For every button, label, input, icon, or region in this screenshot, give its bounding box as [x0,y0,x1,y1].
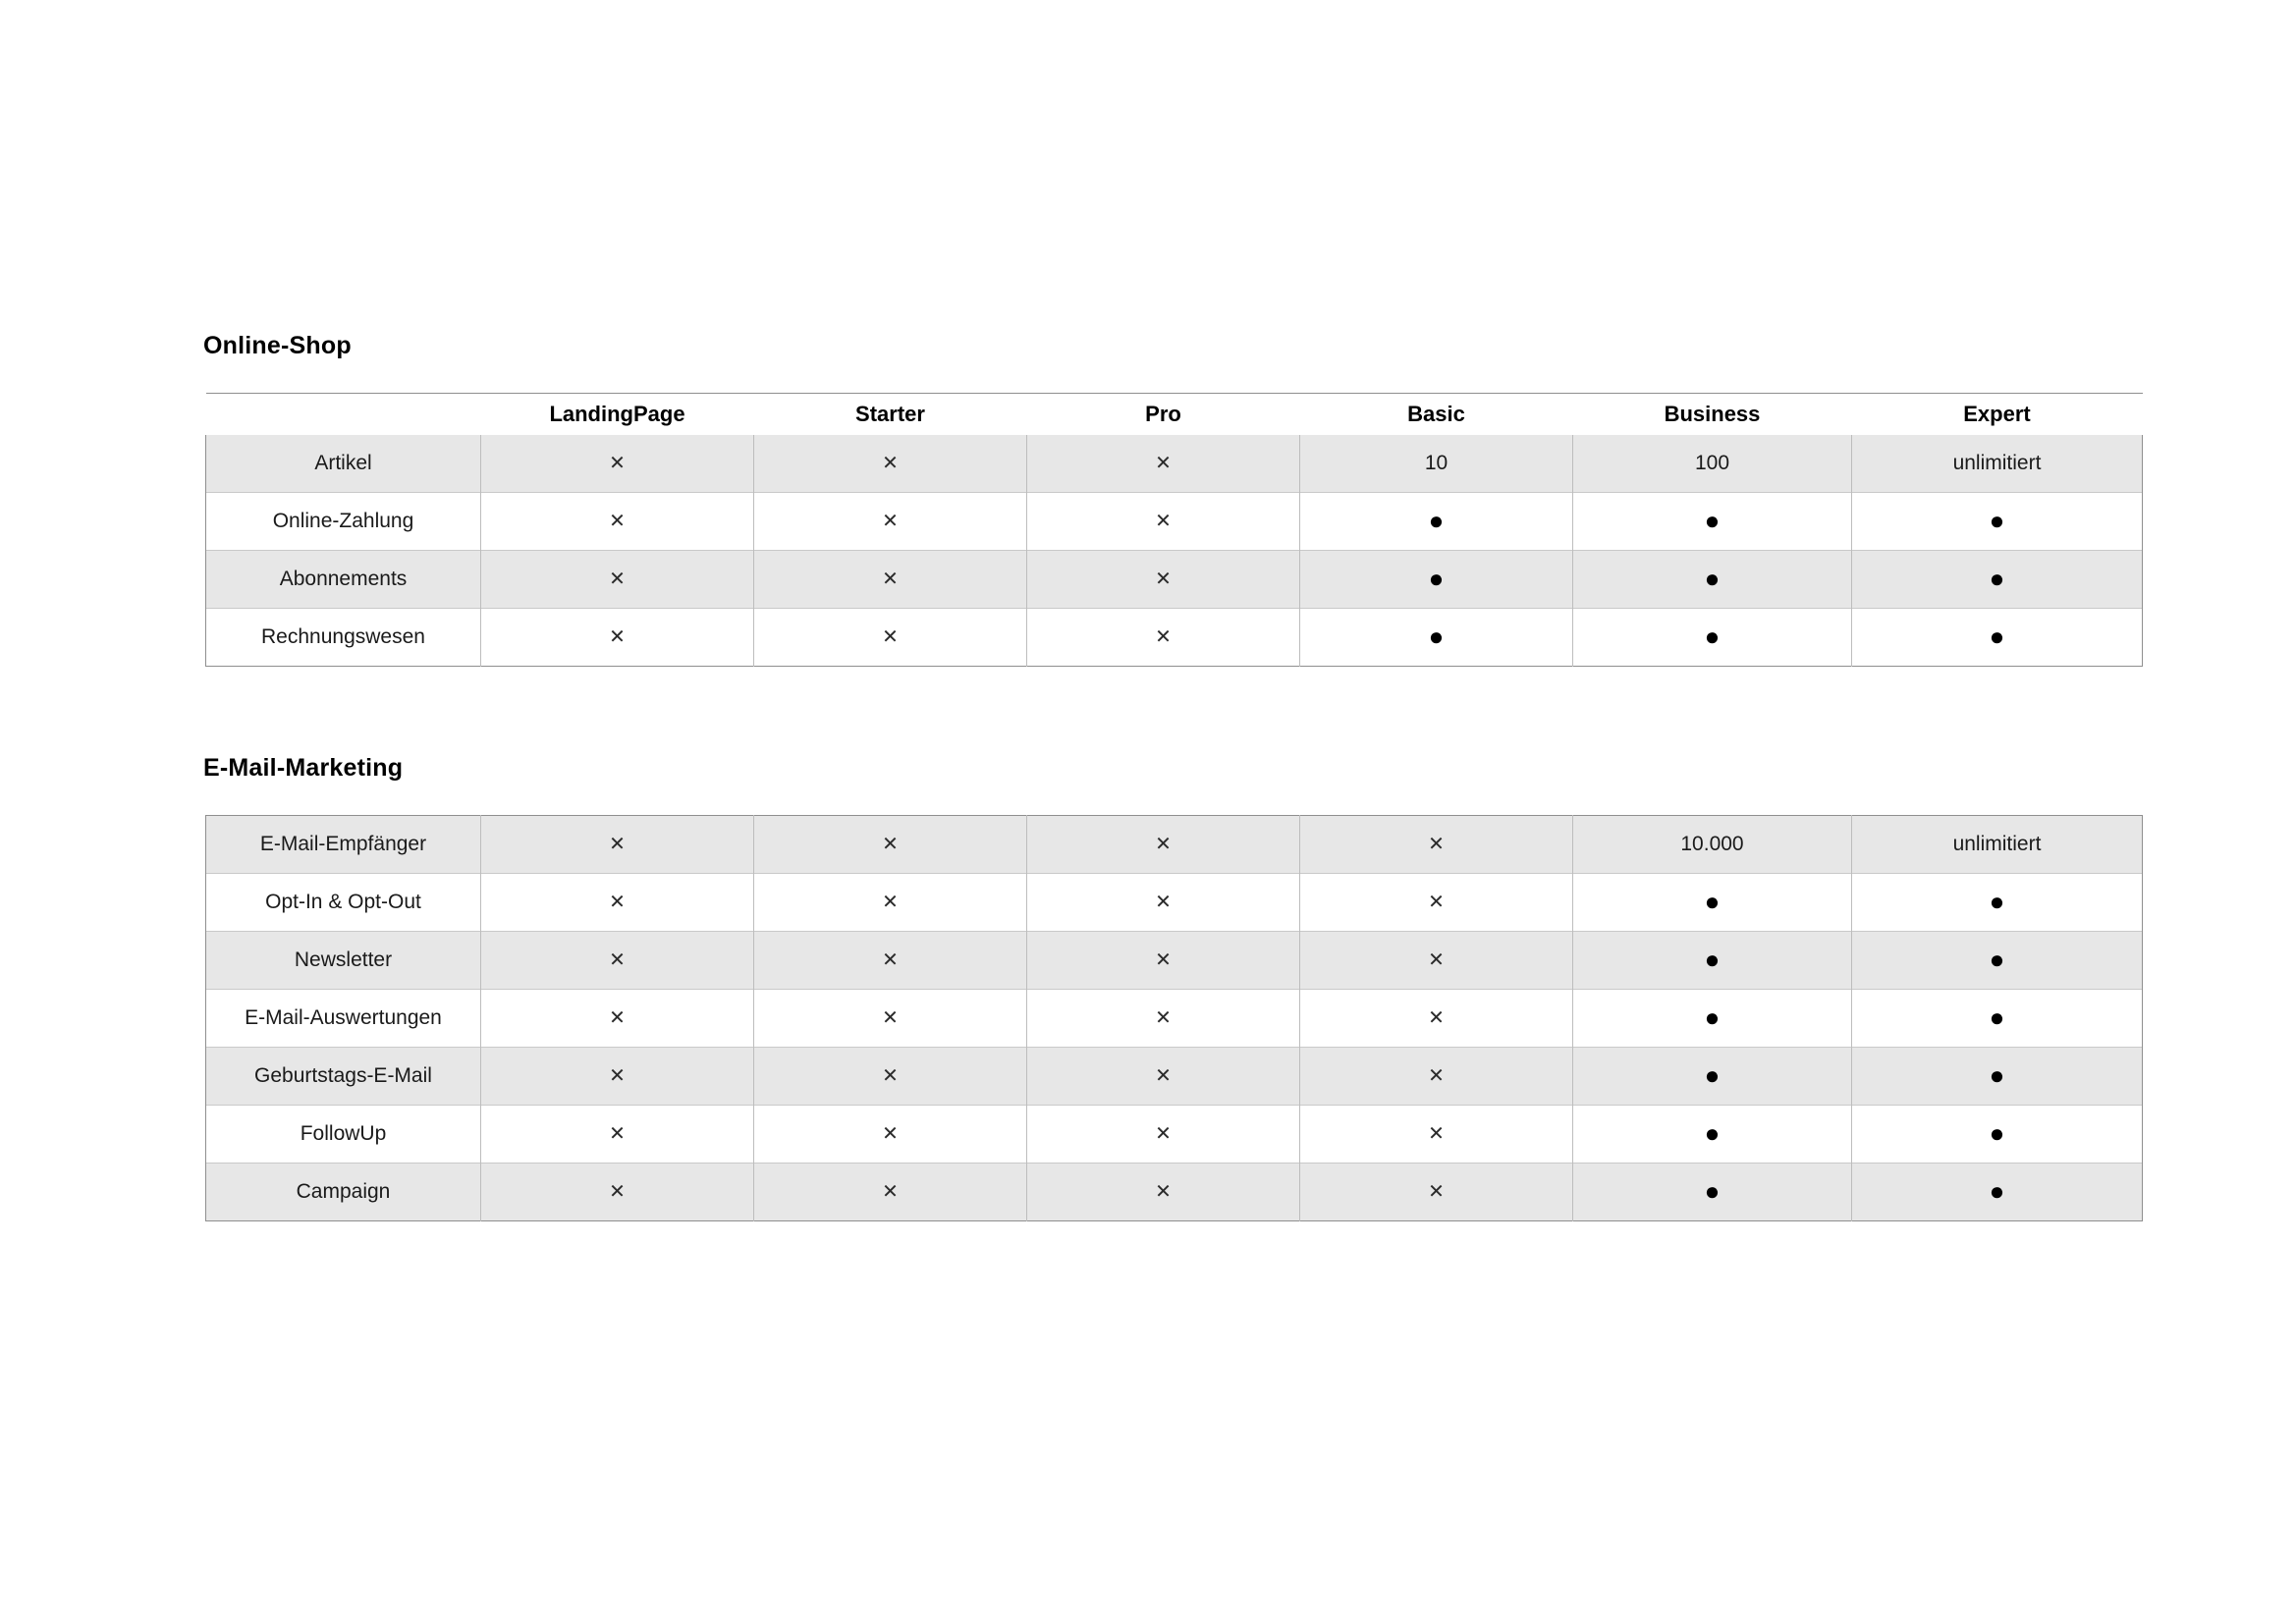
table-row [206,990,2143,1048]
cell-landingpage [481,1164,754,1221]
cross-icon: ✕ [882,626,899,648]
cell-expert [1852,1106,2143,1164]
cross-icon: ✕ [1155,626,1172,648]
row-label: Online-Zahlung [206,493,481,551]
cell-starter [754,816,1027,874]
cell-expert [1852,990,2143,1048]
cross-icon: ✕ [882,1007,899,1029]
cross-icon: ✕ [1428,1181,1445,1203]
row-label: FollowUp [206,1106,481,1164]
cell-basic [1300,816,1573,874]
cell-pro [1027,874,1300,932]
bullet-icon: ● [1704,1002,1721,1032]
col-header-business: Business [1664,402,1761,426]
bullet-icon: ● [1989,1060,2005,1090]
table-row [206,1048,2143,1106]
cross-icon: ✕ [1428,892,1445,913]
cell-starter [754,1048,1027,1106]
table-row [206,435,2143,493]
cell-pro [1027,435,1300,493]
cross-icon: ✕ [1428,1123,1445,1145]
row-label: Abonnements [206,551,481,609]
cross-icon: ✕ [1428,834,1445,855]
bullet-icon: ● [1704,945,1721,974]
cell-business: 10.000 [1573,816,1852,874]
row-label: Artikel [206,435,481,493]
cell-expert [1852,1048,2143,1106]
cell-business [1573,1048,1852,1106]
cell-basic [1300,990,1573,1048]
bullet-icon: ● [1704,622,1721,651]
cell-starter [754,990,1027,1048]
row-label: E-Mail-Empfänger [206,816,481,874]
cross-icon: ✕ [1155,1007,1172,1029]
cell-business: 100 [1573,435,1852,493]
col-header-feature [206,394,481,436]
bullet-icon: ● [1989,1002,2005,1032]
cell-business [1573,932,1852,990]
cell-basic [1300,1048,1573,1106]
cell-starter [754,1164,1027,1221]
cell-starter [754,493,1027,551]
cell-basic [1300,1106,1573,1164]
cross-icon: ✕ [1155,568,1172,590]
cell-pro [1027,816,1300,874]
cross-icon: ✕ [609,1123,626,1145]
cell-basic [1300,1164,1573,1221]
bullet-icon: ● [1704,1060,1721,1090]
cell-business [1573,493,1852,551]
cell-expert: unlimitiert [1852,435,2143,493]
cell-business [1573,609,1852,667]
cell-landingpage [481,1048,754,1106]
cell-landingpage [481,990,754,1048]
cell-basic [1300,493,1573,551]
cross-icon: ✕ [609,949,626,971]
table-body-online-shop [206,435,2143,667]
cross-icon: ✕ [882,1065,899,1087]
cell-pro [1027,609,1300,667]
bullet-icon: ● [1704,506,1721,535]
cross-icon: ✕ [1155,1181,1172,1203]
cross-icon: ✕ [1428,1007,1445,1029]
cross-icon: ✕ [609,1065,626,1087]
cross-icon: ✕ [609,834,626,855]
cross-icon: ✕ [882,453,899,474]
cell-expert [1852,932,2143,990]
cell-expert [1852,1164,2143,1221]
bullet-icon: ● [1989,506,2005,535]
col-header-landingpage: LandingPage [549,402,685,426]
row-label: E-Mail-Auswertungen [206,990,481,1048]
col-header-pro: Pro [1145,402,1181,426]
row-label: Rechnungswesen [206,609,481,667]
cell-starter [754,874,1027,932]
cross-icon: ✕ [1155,949,1172,971]
cross-icon: ✕ [882,568,899,590]
cell-pro [1027,1048,1300,1106]
row-label: Geburtstags-E-Mail [206,1048,481,1106]
cell-pro [1027,551,1300,609]
cell-pro [1027,1164,1300,1221]
cell-business [1573,551,1852,609]
cell-basic [1300,609,1573,667]
cross-icon: ✕ [609,626,626,648]
cross-icon: ✕ [882,1123,899,1145]
cross-icon: ✕ [1155,1065,1172,1087]
cross-icon: ✕ [882,834,899,855]
table-row [206,551,2143,609]
table-row [206,816,2143,874]
bullet-icon: ● [1428,622,1445,651]
cross-icon: ✕ [882,949,899,971]
section-title-online-shop: Online-Shop [203,332,352,359]
cell-landingpage [481,874,754,932]
cell-starter [754,551,1027,609]
cell-landingpage [481,551,754,609]
table-row [206,493,2143,551]
bullet-icon: ● [1989,887,2005,916]
table-email-marketing [205,815,2143,1221]
cross-icon: ✕ [1155,511,1172,532]
cell-business [1573,990,1852,1048]
table-row [206,932,2143,990]
cell-business [1573,1164,1852,1221]
cell-landingpage [481,493,754,551]
cell-expert [1852,551,2143,609]
cell-starter [754,1106,1027,1164]
cell-business [1573,874,1852,932]
bullet-icon: ● [1989,622,2005,651]
cell-starter [754,932,1027,990]
cell-landingpage [481,1106,754,1164]
bullet-icon: ● [1428,506,1445,535]
table-body-email-marketing [206,816,2143,1221]
cross-icon: ✕ [1428,949,1445,971]
bullet-icon: ● [1704,887,1721,916]
cross-icon: ✕ [609,511,626,532]
cell-business [1573,1106,1852,1164]
cross-icon: ✕ [609,453,626,474]
bullet-icon: ● [1989,945,2005,974]
cross-icon: ✕ [1155,892,1172,913]
row-label: Opt-In & Opt-Out [206,874,481,932]
cross-icon: ✕ [1155,1123,1172,1145]
cross-icon: ✕ [1155,453,1172,474]
cross-icon: ✕ [609,1007,626,1029]
row-label: Newsletter [206,932,481,990]
table-row [206,609,2143,667]
bullet-icon: ● [1989,564,2005,593]
cell-basic [1300,551,1573,609]
bullet-icon: ● [1989,1118,2005,1148]
cell-pro [1027,990,1300,1048]
bullet-icon: ● [1704,1176,1721,1206]
cell-pro [1027,932,1300,990]
cell-expert [1852,874,2143,932]
col-header-expert: Expert [1963,402,2031,426]
table-row [206,1106,2143,1164]
cell-expert [1852,493,2143,551]
cross-icon: ✕ [609,892,626,913]
cross-icon: ✕ [882,1181,899,1203]
cross-icon: ✕ [609,568,626,590]
cell-expert: unlimitiert [1852,816,2143,874]
bullet-icon: ● [1989,1176,2005,1206]
cell-landingpage [481,816,754,874]
cell-pro [1027,493,1300,551]
table-header-row-online-shop [206,394,2143,436]
cell-landingpage [481,932,754,990]
bullet-icon: ● [1704,1118,1721,1148]
cross-icon: ✕ [1155,834,1172,855]
col-header-starter: Starter [855,402,925,426]
bullet-icon: ● [1428,564,1445,593]
cell-basic [1300,874,1573,932]
cell-basic: 10 [1300,435,1573,493]
col-header-basic: Basic [1407,402,1465,426]
cell-starter [754,435,1027,493]
cell-pro [1027,1106,1300,1164]
cross-icon: ✕ [882,892,899,913]
cell-landingpage [481,609,754,667]
table-row [206,1164,2143,1221]
cell-basic [1300,932,1573,990]
row-label: Campaign [206,1164,481,1221]
bullet-icon: ● [1704,564,1721,593]
cross-icon: ✕ [1428,1065,1445,1087]
table-row [206,874,2143,932]
cross-icon: ✕ [609,1181,626,1203]
cell-expert [1852,609,2143,667]
cell-landingpage [481,435,754,493]
section-title-email-marketing: E-Mail-Marketing [203,754,404,782]
cross-icon: ✕ [882,511,899,532]
table-online-shop [205,393,2143,667]
cell-starter [754,609,1027,667]
